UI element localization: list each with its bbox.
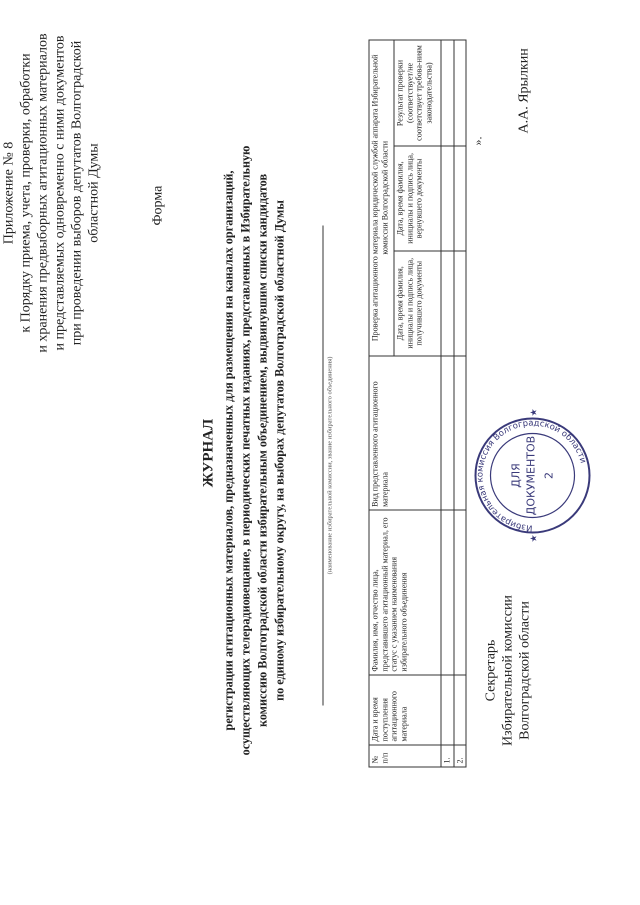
journal-title-line: по единому избирательному округу, на выборах депутатов Волгоградской областной Думы bbox=[272, 199, 286, 701]
signature-line: Секретарь bbox=[483, 639, 498, 701]
seal-star-icon: ★ bbox=[529, 407, 539, 417]
header-legal-check: Проверка агитационного материала юридической службой аппарата Избирательной комиссии Волгоградской области bbox=[369, 40, 394, 356]
signatory-name: А.А. Ярылкин bbox=[516, 47, 531, 133]
header-received: Дата, время фамилия, инициалы и подпись лица, получившего документы bbox=[394, 250, 441, 355]
appendix-line: Приложение № 8 bbox=[1, 141, 16, 244]
header-returned: Дата, время фамилия, инициалы и подпись лица, вернувшего документы bbox=[394, 145, 441, 250]
seal-number: 2 bbox=[542, 471, 555, 479]
journal-table bbox=[368, 39, 466, 767]
header-date: Дата и время поступления агитационного материала bbox=[369, 675, 441, 745]
appendix-line: и хранения предвыборных агитационных материалов bbox=[35, 32, 50, 353]
form-label: Форма bbox=[150, 185, 165, 225]
appendix-line: к Порядку приема, учета, проверки, обработки bbox=[18, 52, 33, 333]
seal-center-line2: ДОКУМЕНТОВ bbox=[524, 435, 537, 515]
journal-title-line: комиссию Волгоградской области избирательным объединением, выдвинувшим списки кандидатов bbox=[255, 173, 269, 727]
appendix-line: областной Думы bbox=[86, 142, 101, 243]
commission-name-underline bbox=[322, 225, 323, 705]
table-row bbox=[441, 40, 454, 767]
table-row bbox=[453, 40, 466, 767]
row-number: 1. bbox=[441, 745, 454, 767]
seal-ring-text: Избирательная комиссия Волгоградской области bbox=[474, 417, 588, 533]
signature-line: Избирательной комиссии bbox=[500, 594, 515, 746]
seal-center-line1: ДЛЯ bbox=[509, 462, 522, 488]
header-material-type: Вид представленного агитационного материала bbox=[369, 355, 441, 510]
signature-title bbox=[482, 575, 533, 765]
signature-line: Волгоградской области bbox=[517, 600, 532, 740]
journal-title-line: регистрации агитационных материалов, предназначенных для размещения на каналах организаций, bbox=[221, 170, 235, 730]
row-number: 2. bbox=[453, 745, 466, 767]
closing-quote: ». bbox=[470, 136, 484, 145]
header-result: Результат проверки (соответствует/не соответствует требова-ниям законодательства) bbox=[394, 40, 441, 146]
appendix-block bbox=[0, 20, 102, 365]
table-header-row bbox=[369, 40, 394, 767]
official-seal bbox=[472, 400, 592, 550]
header-person: Фамилия, имя, отчество лица, представившего агитационный материал, его статус с указанием наименования избирательного объединения bbox=[369, 510, 441, 675]
seal-star-icon: ★ bbox=[529, 533, 539, 543]
journal-title bbox=[220, 105, 288, 795]
appendix-line: и представляемых одновременно с ними документов bbox=[52, 35, 67, 350]
journal-title-line: осуществляющих телерадиовещание, в периодических печатных изданиях, представленных в Избирательную bbox=[238, 145, 252, 755]
header-number: № п/п bbox=[369, 745, 441, 767]
appendix-line: при проведении выборов депутатов Волгоградской bbox=[69, 40, 84, 345]
commission-name-hint: (наименование избирательной комиссии, звание избирательного объединения) bbox=[326, 356, 333, 574]
journal-heading: ЖУРНАЛ bbox=[200, 418, 216, 487]
